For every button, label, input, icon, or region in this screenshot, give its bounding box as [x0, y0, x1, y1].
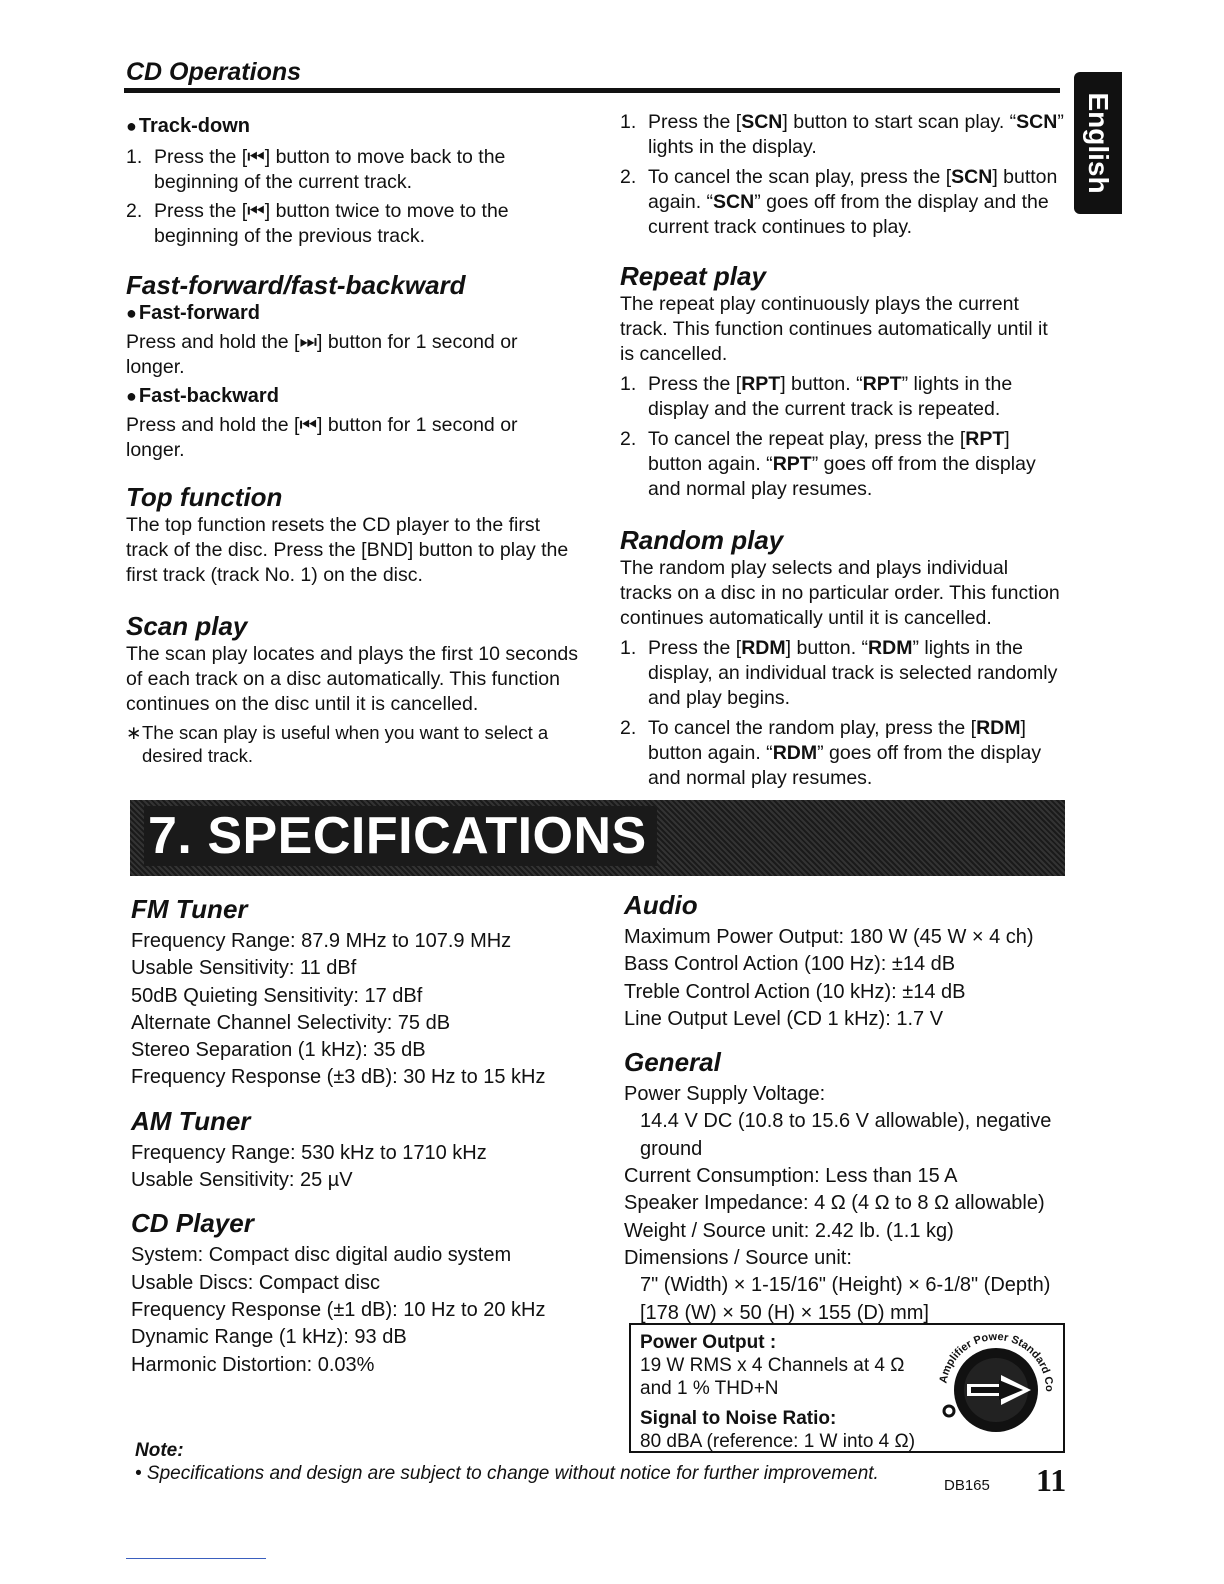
page-title: CD Operations [126, 58, 302, 86]
spec-line: Dimensions / Source unit: [624, 1246, 852, 1269]
fast-forward-text: Press and hold the [⏭] button for 1 second or longer. [126, 331, 518, 378]
spec-line: Stereo Separation (1 kHz): 35 dB [131, 1039, 426, 1062]
fast-forward-heading: Fast-forward/fast-backward [126, 270, 466, 300]
list-item: 1. Press the [RPT] button. “RPT” lights in the display and the current track is repeated. [620, 373, 1013, 420]
power-output-heading: Power Output : [640, 1332, 777, 1353]
list-item: 2. To cancel the random play, press the [RDM] button again. “RDM” goes off from the display and normal play resumes. [620, 717, 1042, 789]
list-item: 1. Press the [SCN] button to start scan play. “SCN” lights in the display. [620, 111, 1064, 158]
svg-text:Amplifier Power Standard Compl: Amplifier Power Standard Co [937, 1330, 1056, 1392]
spec-line: Usable Sensitivity: 25 µV [131, 1169, 353, 1192]
model-number: DB165 [944, 1477, 990, 1494]
spec-line: Frequency Range: 87.9 MHz to 107.9 MHz [131, 930, 512, 952]
spec-line: Treble Control Action (10 kHz): ±14 dB [624, 980, 966, 1003]
track-down-heading: ● Track-down [126, 114, 581, 139]
specifications-title: 7. SPECIFICATIONS [144, 806, 657, 866]
left-column [126, 114, 581, 767]
cea-2006-seal-icon [935, 1329, 1057, 1457]
spec-line: Maximum Power Output: 180 W (45 W × 4 ch) [624, 926, 1034, 948]
spec-line: 7" (Width) × 1-15/16" (Height) × 6-1/8" (Depth) [640, 1274, 1051, 1297]
spec-right-column [624, 888, 1069, 1327]
random-play-heading: Random play [620, 525, 784, 555]
footer-rule [126, 1558, 266, 1559]
power-output-box [629, 1323, 1065, 1453]
spec-line: 50dB Quieting Sensitivity: 17 dBf [131, 984, 423, 1007]
spec-line: Usable Sensitivity: 11 dBf [131, 957, 357, 980]
fm-tuner-heading: FM Tuner [131, 894, 248, 924]
spec-line: Alternate Channel Selectivity: 75 dB [131, 1011, 451, 1034]
cd-player-heading: CD Player [131, 1208, 254, 1239]
fast-backward-subheading: ● Fast-backward [126, 384, 581, 409]
spec-line: Weight / Source unit: 2.42 lb. (1.1 kg) [624, 1219, 954, 1242]
repeat-play-text: The repeat play continuously plays the current track. This function continues automatically until it is cancelled. [620, 293, 1048, 365]
random-play-text: The random play selects and plays individual tracks on a disc in no particular order. This function continues automatically until it is cancelled. [620, 557, 1060, 629]
list-item: 2. To cancel the scan play, press the [SCN] button again. “SCN” goes off from the display and the current track continues to play. [620, 166, 1058, 238]
spec-line: 14.4 V DC (10.8 to 15.6 V allowable), negative ground [640, 1110, 1052, 1160]
list-item: 1. Press the [⏮] button to move back to the beginning of the current track. [126, 146, 506, 193]
spec-line: Power Supply Voltage: [624, 1083, 826, 1106]
spec-line: Usable Discs: Compact disc [131, 1271, 380, 1294]
header-rule [124, 88, 1060, 93]
spec-line: System: Compact disc digital audio system [131, 1244, 512, 1267]
spec-line: Frequency Range: 530 kHz to 1710 kHz [131, 1141, 487, 1164]
list-item: 2. To cancel the repeat play, press the [RPT] button again. “RPT” goes off from the display and normal play resumes. [620, 428, 1036, 500]
spec-line: Bass Control Action (100 Hz): ±14 dB [624, 953, 956, 976]
language-tab-label: English [1083, 92, 1114, 194]
fast-forward-subheading: ● Fast-forward [126, 301, 581, 326]
spec-line: Line Output Level (CD 1 kHz): 1.7 V [624, 1007, 944, 1030]
specifications-banner [130, 800, 1065, 876]
power-output-line: 19 W RMS x 4 Channels at 4 Ω [640, 1355, 905, 1376]
am-tuner-heading: AM Tuner [131, 1105, 251, 1136]
page-number: 11 [1036, 1462, 1067, 1498]
spec-line: Frequency Response (±3 dB): 30 Hz to 15 kHz [131, 1066, 546, 1089]
note-text: • Specifications and design are subject to change without notice for further improvement. [135, 1463, 879, 1484]
scan-play-heading: Scan play [126, 611, 248, 641]
list-item: 1. Press the [RDM] button. “RDM” lights in the display, an individual track is selected randomly and play begins. [620, 637, 1058, 709]
audio-heading: Audio [624, 890, 698, 920]
general-heading: General [624, 1047, 721, 1078]
right-column [620, 110, 1065, 791]
top-function-text: The top function resets the CD player to the first track of the disc. Press the [BND] button to play the first track (track No. 1) on the disc. [126, 514, 569, 586]
spec-left-column [131, 892, 601, 1379]
language-tab [1074, 72, 1122, 214]
list-item: 2. Press the [⏮] button twice to move to the beginning of the previous track. [126, 200, 509, 247]
repeat-play-heading: Repeat play [620, 261, 766, 291]
snr-heading: Signal to Noise Ratio: [640, 1408, 837, 1429]
spec-line: Dynamic Range (1 kHz): 93 dB [131, 1326, 407, 1349]
scan-note: ∗ The scan play is useful when you want to select a desired track. [126, 722, 549, 766]
note-heading: Note: [135, 1440, 184, 1461]
power-output-line: and 1 % THD+N [640, 1378, 779, 1399]
snr-line: 80 dBA (reference: 1 W into 4 Ω) [640, 1431, 916, 1452]
fast-backward-text: Press and hold the [⏮] button for 1 second or longer. [126, 414, 518, 461]
scan-play-text: The scan play locates and plays the first 10 seconds of each track on a disc automatically. This function continues on the disc until it is cancelled. [126, 643, 579, 715]
spec-line: [178 (W) × 50 (H) × 155 (D) mm] [640, 1301, 929, 1324]
spec-line: Frequency Response (±1 dB): 10 Hz to 20 kHz [131, 1298, 546, 1321]
spec-line: Current Consumption: Less than 15 A [624, 1165, 958, 1188]
spec-line: Speaker Impedance: 4 Ω (4 Ω to 8 Ω allowable) [624, 1192, 1045, 1215]
spec-line: Harmonic Distortion: 0.03% [131, 1353, 375, 1376]
top-function-heading: Top function [126, 482, 283, 512]
